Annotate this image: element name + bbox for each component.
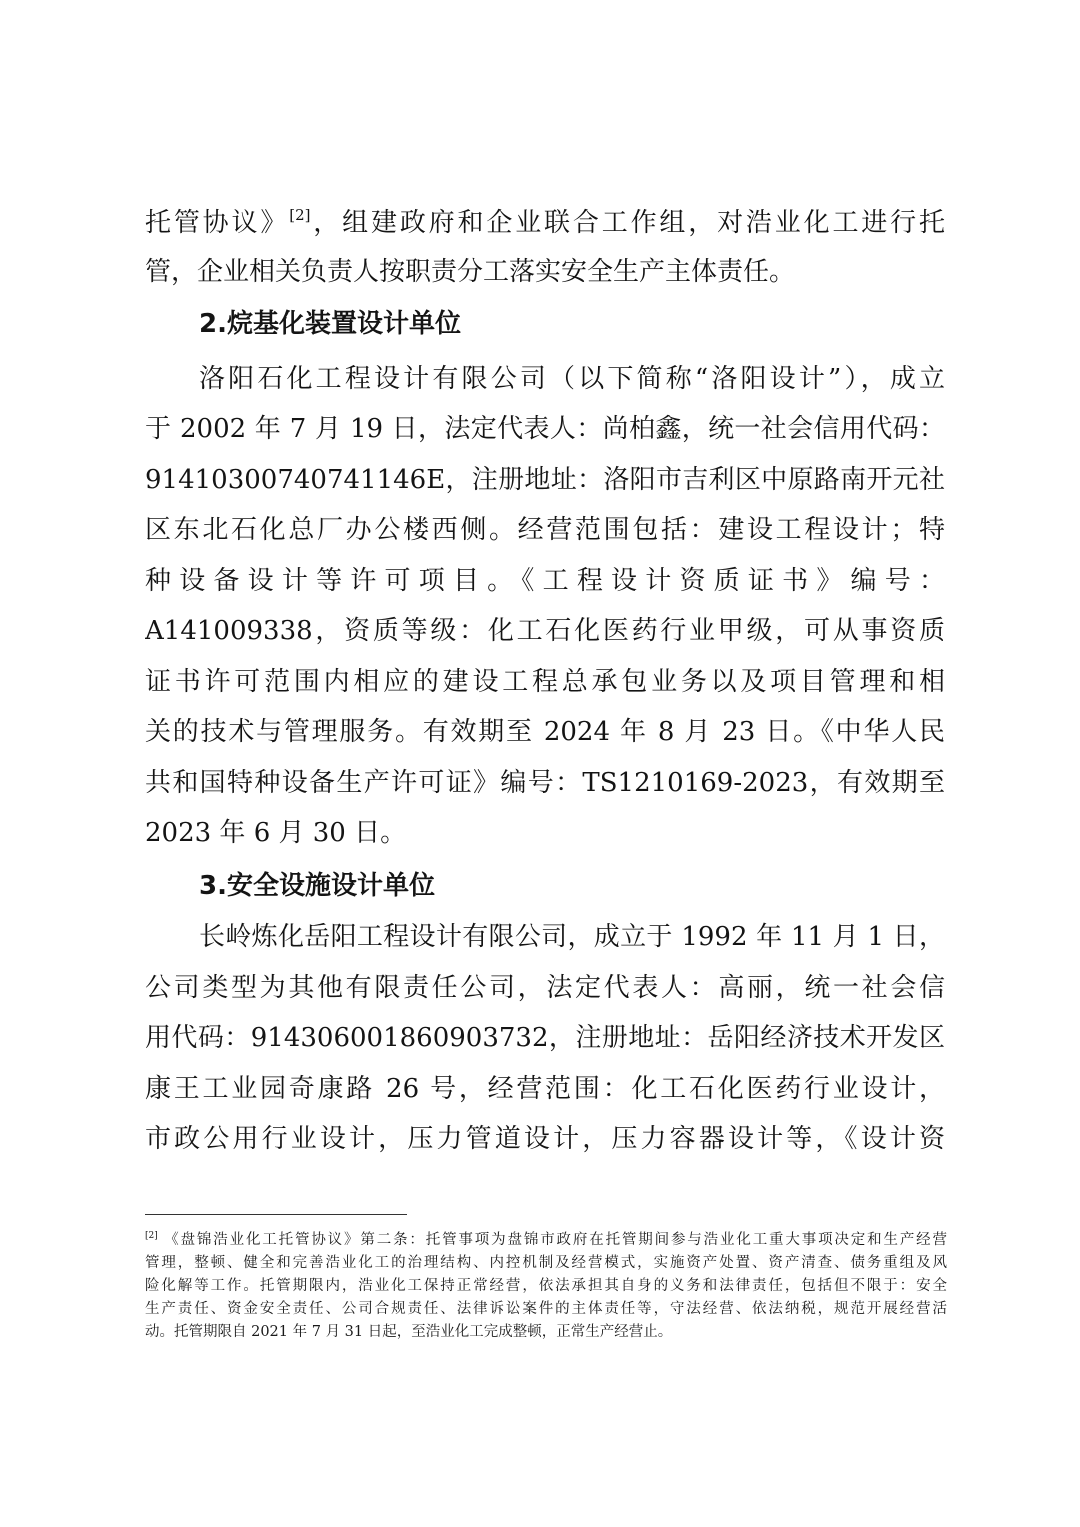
footnote-line: 险化解等工作。托管期限内，浩业化工保持正常经营，依法承担其自身的义务和法律责任，包括但不限于：安全 [145,1278,947,1294]
intro-text-after-ref: ，组建政府和企业联合工作组，对浩业化工进行托 [310,208,945,238]
body-line: 证书许可范围内相应的建设工程总承包业务以及项目管理和相 [145,667,945,697]
body-line-intro-1 [145,201,945,245]
footnote-separator [145,1214,407,1215]
section-heading-safety-facility-design-unit: 3.安全设施设计单位 [199,871,435,901]
footnote-line: 生产责任、资金安全责任、公司合规责任、法律诉讼案件的主体责任等，守法经营、依法纳税，规范开展经营活 [145,1301,947,1317]
body-line: 康王工业园奇康路 26 号，经营范围：化工石化医药行业设计， [145,1074,945,1104]
body-line: 于 2002 年 7 月 19 日，法定代表人：尚柏鑫，统一社会信用代码： [145,414,945,444]
body-line: 洛阳石化工程设计有限公司（以下简称“洛阳设计”），成立 [199,364,945,394]
body-line: 关的技术与管理服务。有效期至 2024 年 8 月 23 日。《中华人民 [145,717,945,747]
footnote-line [145,1228,947,1252]
footnote-first-line-text: 《盘锦浩业化工托管协议》第二条：托管事项为盘锦市政府在托管期间参与浩业化工重大事项决定和生产经营 [164,1232,947,1248]
body-line: 区东北石化总厂办公楼西侧。经营范围包括：建设工程设计；特 [145,515,945,545]
footnote-reference[interactable]: [2] [289,206,311,224]
body-line: 2023 年 6 月 30 日。 [145,818,407,848]
intro-text-before-ref: 托管协议》 [145,208,290,238]
body-line: 种设备设计等许可项目。《工程设计资质证书》编号： [145,566,945,596]
body-line: 共和国特种设备生产许可证》编号：TS1210169-2023，有效期至 [145,768,945,798]
footnote-marker: [2] [145,1231,158,1241]
section-heading-alkylation-design-unit: 2.烷基化装置设计单位 [199,309,461,339]
body-line: A141009338，资质等级：化工石化医药行业甲级，可从事资质 [145,616,945,646]
footnote-line: 管理，整顿、健全和完善浩业化工的治理结构、内控机制及经营模式，实施资产处置、资产清查、债务重组及风 [145,1255,947,1271]
footnote-line: 动。托管期限自 2021 年 7 月 31 日起，至浩业化工完成整顿，正常生产经营止。 [145,1324,673,1340]
body-line: 用代码：914306001860903732，注册地址：岳阳经济技术开发区 [145,1023,945,1053]
body-line: 91410300740741146E，注册地址：洛阳市吉利区中原路南开元社 [145,465,945,495]
body-line: 公司类型为其他有限责任公司，法定代表人：高丽，统一社会信 [145,973,945,1003]
body-line: 长岭炼化岳阳工程设计有限公司，成立于 1992 年 11 月 1 日， [199,922,945,952]
body-line-intro-2: 管，企业相关负责人按职责分工落实安全生产主体责任。 [145,257,796,287]
body-line: 市政公用行业设计，压力管道设计，压力容器设计等，《设计资 [145,1124,945,1154]
